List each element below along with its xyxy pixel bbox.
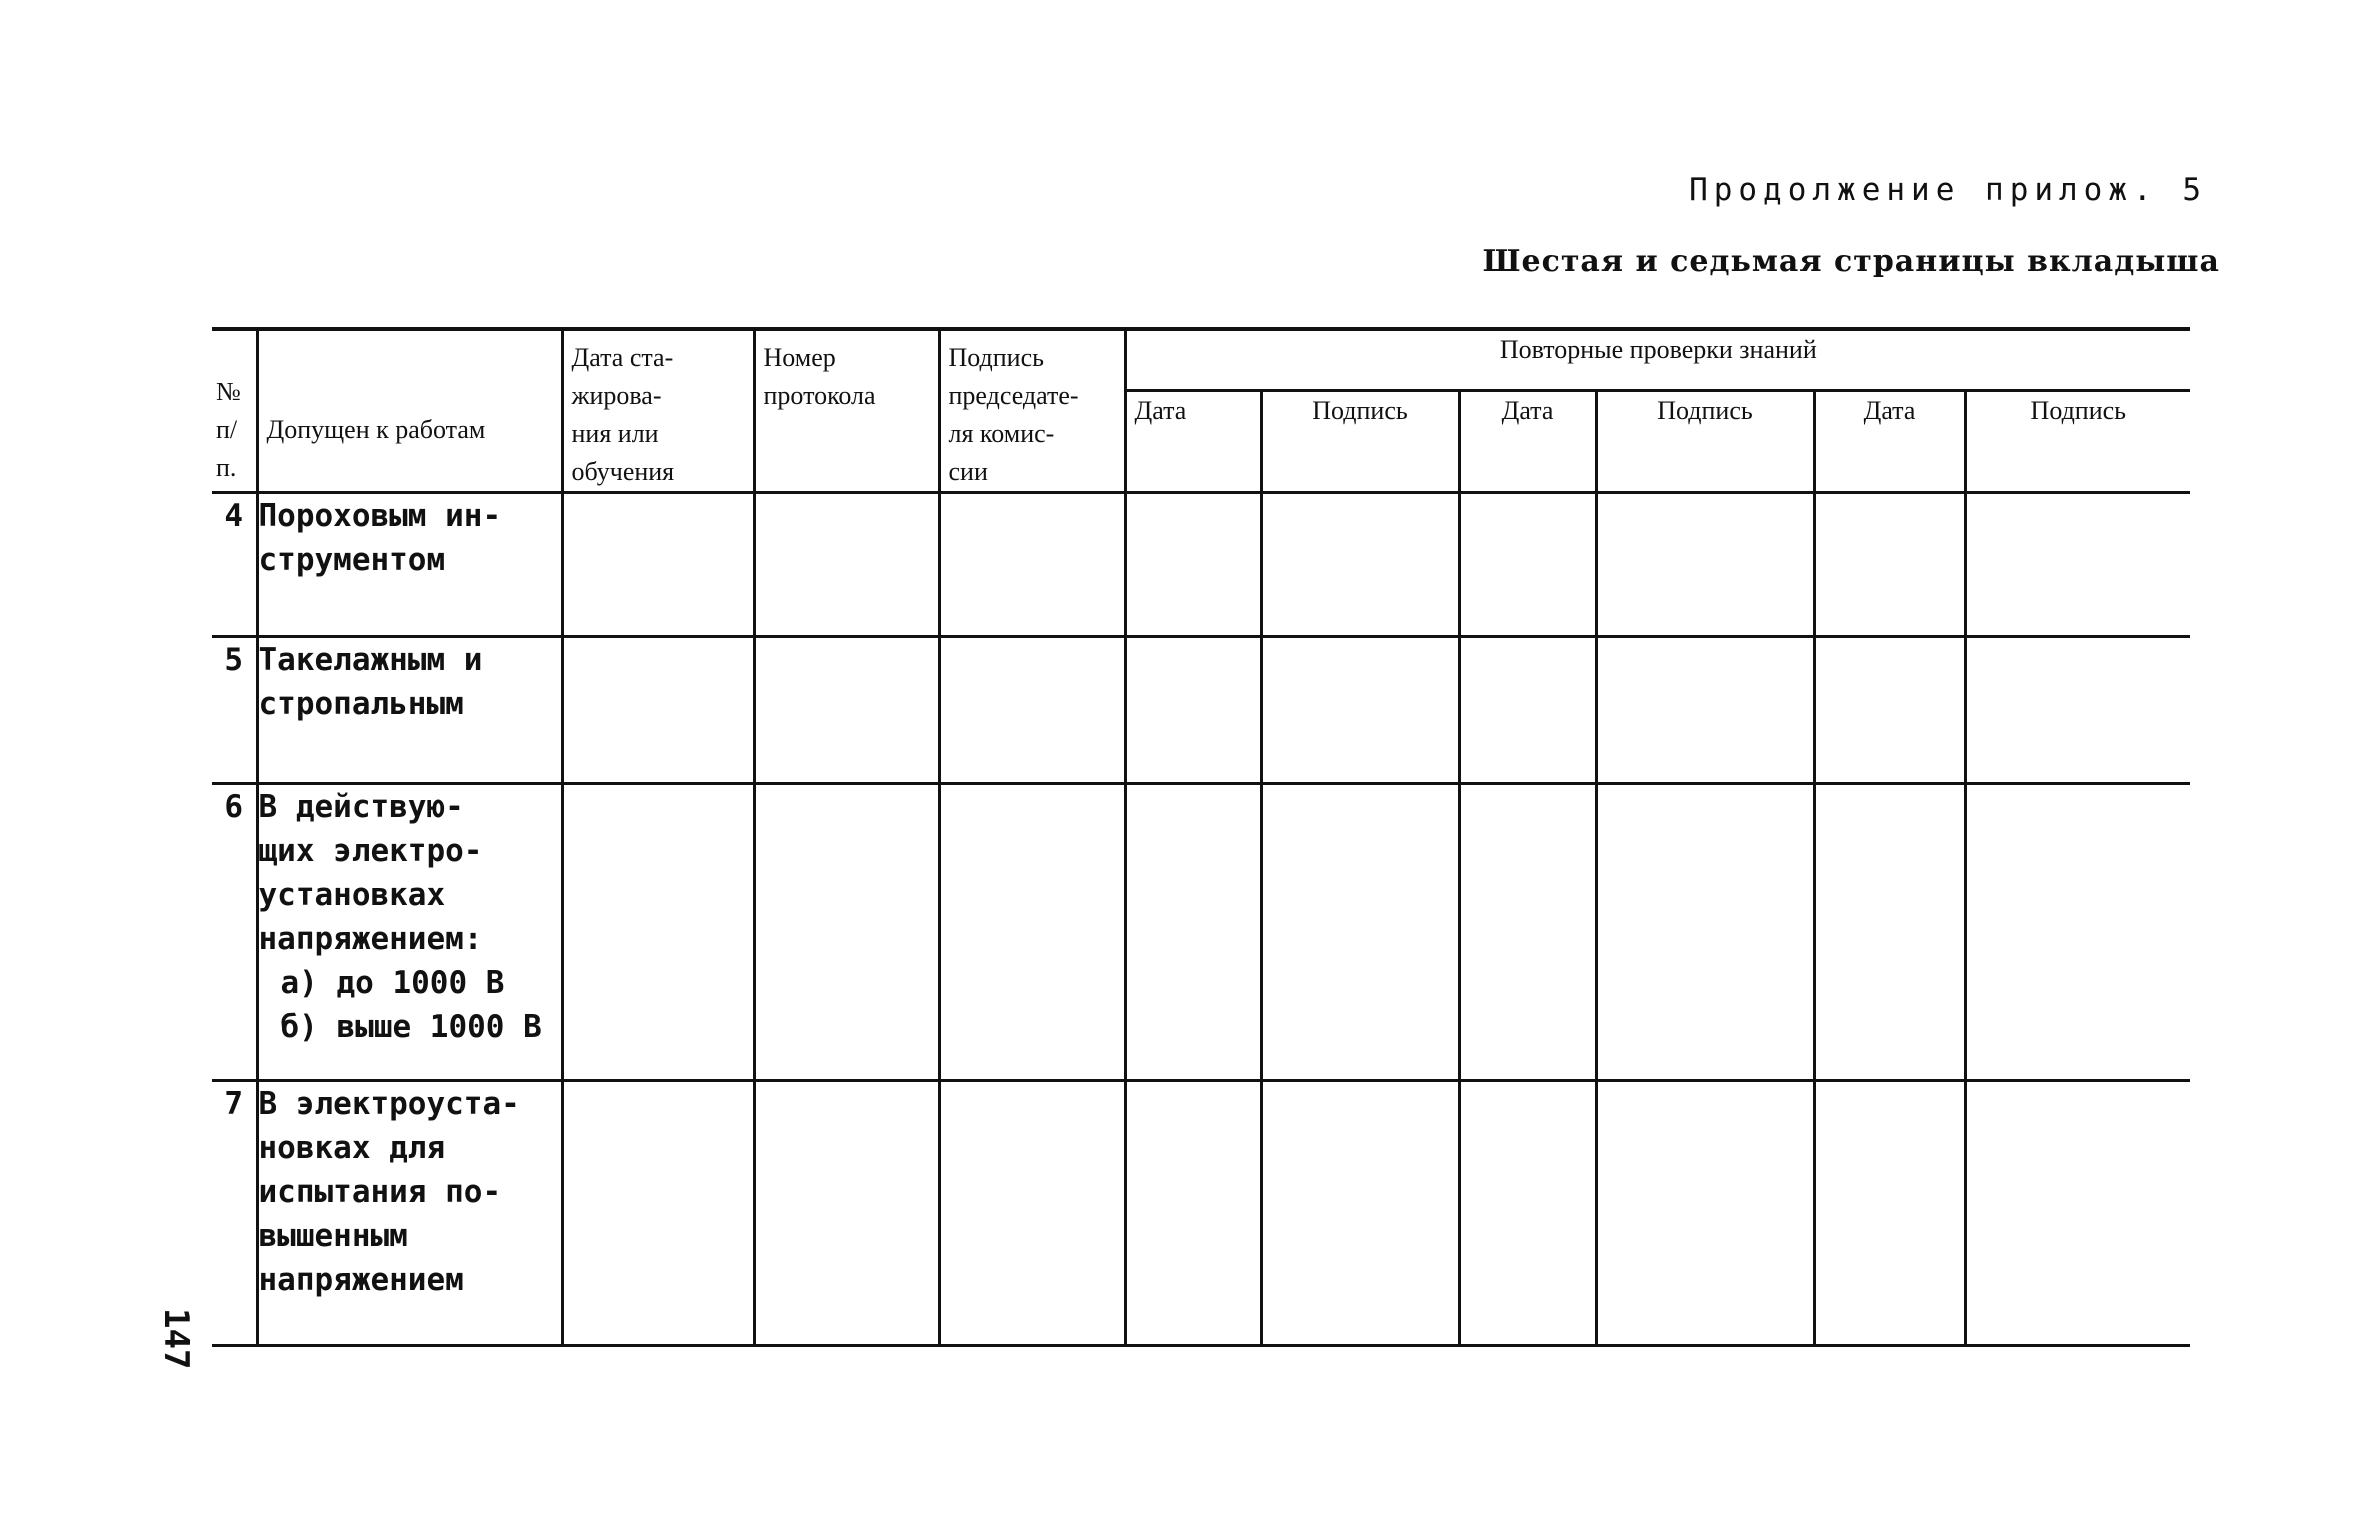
header-line: п/ bbox=[216, 415, 238, 444]
row-label-line: установках bbox=[258, 877, 446, 913]
cell-date-3 bbox=[1814, 1081, 1965, 1346]
row-label-line: новках для bbox=[258, 1130, 446, 1166]
cell-signature-2 bbox=[1596, 493, 1814, 637]
page-title: Шестая и седьмая страницы вкладыша bbox=[1482, 244, 2220, 279]
cell-date-1 bbox=[1125, 784, 1261, 1081]
row-label-line: напряжением bbox=[258, 1262, 464, 1298]
cell-date-2 bbox=[1459, 784, 1596, 1081]
cell-date-1 bbox=[1125, 1081, 1261, 1346]
cell-internship-date bbox=[562, 637, 754, 784]
table-header-row bbox=[212, 329, 2190, 391]
header-line: сии bbox=[948, 457, 988, 486]
row-work-type bbox=[257, 784, 562, 1081]
cell-signature-2 bbox=[1596, 784, 1814, 1081]
column-header-repeat-checks: Повторные проверки знаний bbox=[1125, 329, 2190, 391]
table-row bbox=[212, 1081, 2190, 1346]
column-header-signature-1: Подпись bbox=[1261, 391, 1459, 493]
row-work-type bbox=[257, 1081, 562, 1346]
row-label-line: напряжением: bbox=[258, 921, 483, 957]
cell-date-2 bbox=[1459, 637, 1596, 784]
row-label-line: стропальным bbox=[258, 686, 464, 722]
cell-signature-3 bbox=[1965, 1081, 2190, 1346]
cell-signature-3 bbox=[1965, 784, 2190, 1081]
row-number: 5 bbox=[212, 637, 257, 784]
column-header-date-1: Дата bbox=[1125, 391, 1261, 493]
header-line: Допущен к работам bbox=[266, 415, 486, 444]
cell-signature-1 bbox=[1261, 637, 1459, 784]
header-line: Дата ста- bbox=[571, 343, 674, 372]
row-label-line: вышенным bbox=[258, 1218, 408, 1254]
row-label-line: Такелажным и bbox=[258, 642, 483, 678]
cell-signature-3 bbox=[1965, 493, 2190, 637]
cell-protocol bbox=[754, 637, 939, 784]
header-line: жирова- bbox=[571, 381, 662, 410]
cell-protocol bbox=[754, 1081, 939, 1346]
cell-internship-date bbox=[562, 493, 754, 637]
header-line: ля комис- bbox=[948, 419, 1055, 448]
cell-signature-3 bbox=[1965, 637, 2190, 784]
cell-date-3 bbox=[1814, 493, 1965, 637]
table-row bbox=[212, 493, 2190, 637]
header-line: № bbox=[216, 377, 241, 406]
cell-signature-1 bbox=[1261, 493, 1459, 637]
table-row bbox=[212, 784, 2190, 1081]
header-line: обучения bbox=[571, 457, 675, 486]
cell-date-3 bbox=[1814, 784, 1965, 1081]
header-line: ния или bbox=[571, 419, 659, 448]
page-number: 147 bbox=[156, 1308, 196, 1370]
header-line: п. bbox=[216, 453, 237, 482]
column-header-chairman-signature bbox=[939, 329, 1125, 493]
cell-internship-date bbox=[562, 784, 754, 1081]
column-header-signature-3: Подпись bbox=[1965, 391, 2190, 493]
column-header-admitted bbox=[257, 329, 562, 493]
row-label-line: а) до 1000 В bbox=[280, 965, 505, 1001]
row-work-type bbox=[257, 493, 562, 637]
row-label-line: В действую- bbox=[258, 789, 464, 825]
appendix-continuation-label: Продолжение прилож. 5 bbox=[1689, 172, 2207, 208]
column-header-date-3: Дата bbox=[1814, 391, 1965, 493]
column-header-protocol bbox=[754, 329, 939, 493]
header-line: протокола bbox=[763, 381, 876, 410]
row-number: 7 bbox=[212, 1081, 257, 1346]
row-label-line: струментом bbox=[258, 542, 446, 578]
row-number: 4 bbox=[212, 493, 257, 637]
cell-date-1 bbox=[1125, 493, 1261, 637]
header-line: Подпись bbox=[948, 343, 1044, 372]
row-work-type bbox=[257, 637, 562, 784]
cell-signature-1 bbox=[1261, 784, 1459, 1081]
cell-date-3 bbox=[1814, 637, 1965, 784]
table-row bbox=[212, 637, 2190, 784]
cell-signature-2 bbox=[1596, 637, 1814, 784]
header-line: Номер bbox=[763, 343, 836, 372]
column-header-number bbox=[212, 329, 257, 493]
cell-internship-date bbox=[562, 1081, 754, 1346]
cell-protocol bbox=[754, 784, 939, 1081]
row-label-line: Пороховым ин- bbox=[258, 498, 502, 534]
knowledge-check-table bbox=[212, 327, 2190, 1347]
cell-chairman-signature bbox=[939, 1081, 1125, 1346]
cell-signature-1 bbox=[1261, 1081, 1459, 1346]
cell-chairman-signature bbox=[939, 493, 1125, 637]
row-label-line: В электроуста- bbox=[258, 1086, 520, 1122]
cell-protocol bbox=[754, 493, 939, 637]
column-header-internship-date bbox=[562, 329, 754, 493]
cell-signature-2 bbox=[1596, 1081, 1814, 1346]
row-number: 6 bbox=[212, 784, 257, 1081]
cell-date-2 bbox=[1459, 1081, 1596, 1346]
column-header-signature-2: Подпись bbox=[1596, 391, 1814, 493]
cell-date-1 bbox=[1125, 637, 1261, 784]
cell-chairman-signature bbox=[939, 784, 1125, 1081]
row-label-line: б) выше 1000 В bbox=[280, 1009, 542, 1045]
row-label-line: щих электро- bbox=[258, 833, 483, 869]
header-line: председате- bbox=[948, 381, 1079, 410]
column-header-date-2: Дата bbox=[1459, 391, 1596, 493]
cell-date-2 bbox=[1459, 493, 1596, 637]
row-label-line: испытания по- bbox=[258, 1174, 502, 1210]
cell-chairman-signature bbox=[939, 637, 1125, 784]
